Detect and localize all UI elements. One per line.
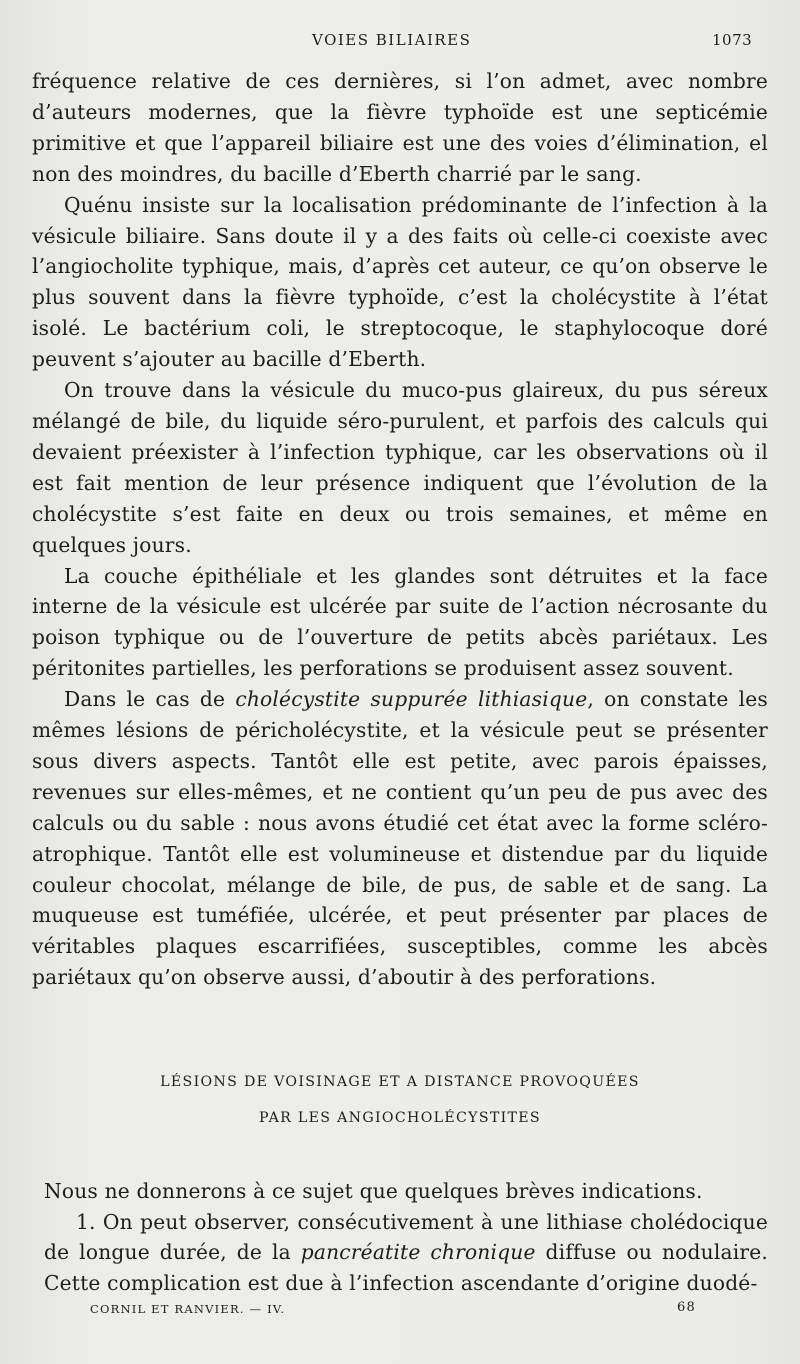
paragraph-epithelial-layer: La couche épithéliale et les glandes sont détruites et la face interne de la vésicule est ulcérée par suite de l’action nécrosante du poison typhique ou de l’ouverture de petits abcès pariétaux. Les péritonites partielles, les perforations se produisent assez souvent.	[32, 563, 768, 681]
running-head	[0, 31, 800, 55]
paragraph-text: 1. On peut observer, consécutivement à une lithiase cholédocique de longue durée, de la	[44, 1209, 768, 1264]
paragraph-text: diffuse ou nodulaire. Cette complication est due à l’infection ascendante d’origine duodé-	[44, 1240, 768, 1295]
section-heading-line-2: PAR LES ANGIOCHOLÉCYSTITES	[259, 1110, 541, 1126]
section-body	[44, 1176, 768, 1298]
paragraph-text: , on constate les mêmes lésions de péricholécystite, et la vésicule peut se présenter sous divers aspects. Tantôt elle est petite, avec parois épaisses, revenues sur elles-mêmes, et ne contient qu’un peu de pus avec des calculs ou du sable : nous avons étudié cet état avec la forme scléro-atrophique. Tantôt elle est volumineuse et distendue par du liquide couleur chocolat, mélange de bile, de pus, de sable et de sang. La muqueuse est tuméfiée, ulcérée, et peut présenter par places de véritables plaques escarrifiées, susceptibles, comme les abcès pariétaux qu’on observe aussi, d’aboutir à des perforations.	[32, 687, 768, 990]
signature-mark: 68	[677, 1300, 696, 1315]
paragraph-lithiasic-cholecystitis	[32, 684, 768, 993]
paragraph-quenu: Quénu insiste sur la localisation prédominante de l’infection à la vésicule biliaire. Sans doute il y a des faits où celle-ci coexiste avec l’angiocholite typhique, mais, d’après cet auteur, ce qu’on observe le plus souvent dans la fièvre typhoïde, c’est la cholécystite à l’état isolé. Le bactérium coli, le streptocoque, le staphylocoque doré peuvent s’ajouter au bacille d’Eberth.	[32, 192, 768, 372]
paragraph-continuation: fréquence relative de ces dernières, si l’on admet, avec nombre d’auteurs modernes, que la fièvre typhoïde est une septicémie primitive et que l’appareil biliaire est une des voies d’élimination, el non des moindres, du bacille d’Eberth charrié par le sang.	[32, 69, 768, 186]
numbered-item-1	[44, 1207, 768, 1299]
page-number: 1073	[712, 31, 753, 49]
section-heading-line-1: LÉSIONS DE VOISINAGE ET A DISTANCE PROVOQUÉES	[160, 1074, 640, 1090]
footer-authors: CORNIL ET RANVIER. — IV.	[90, 1302, 286, 1316]
body-text	[32, 66, 768, 993]
paragraph-vesicule-contents: On trouve dans la vésicule du muco-pus glaireux, du pus séreux mélangé de bile, du liquide séro-purulent, et parfois des calculs qui devaient préexister à l’infection typhique, car les observations où il est fait mention de leur présence indiquent que l’évolution de la cholécystite s’est faite en deux ou trois semaines, et même en quelques jours.	[32, 378, 768, 557]
running-head-title: VOIES BILIAIRES	[312, 31, 472, 49]
emphasized-term: pancréatite chronique	[300, 1240, 536, 1264]
page-footer	[0, 1300, 800, 1320]
emphasized-term: cholécystite suppurée lithiasique	[235, 687, 588, 712]
paragraph-text: Dans le cas de	[64, 687, 236, 712]
section-intro: Nous ne donnerons à ce sujet que quelques brèves indications.	[44, 1179, 703, 1203]
